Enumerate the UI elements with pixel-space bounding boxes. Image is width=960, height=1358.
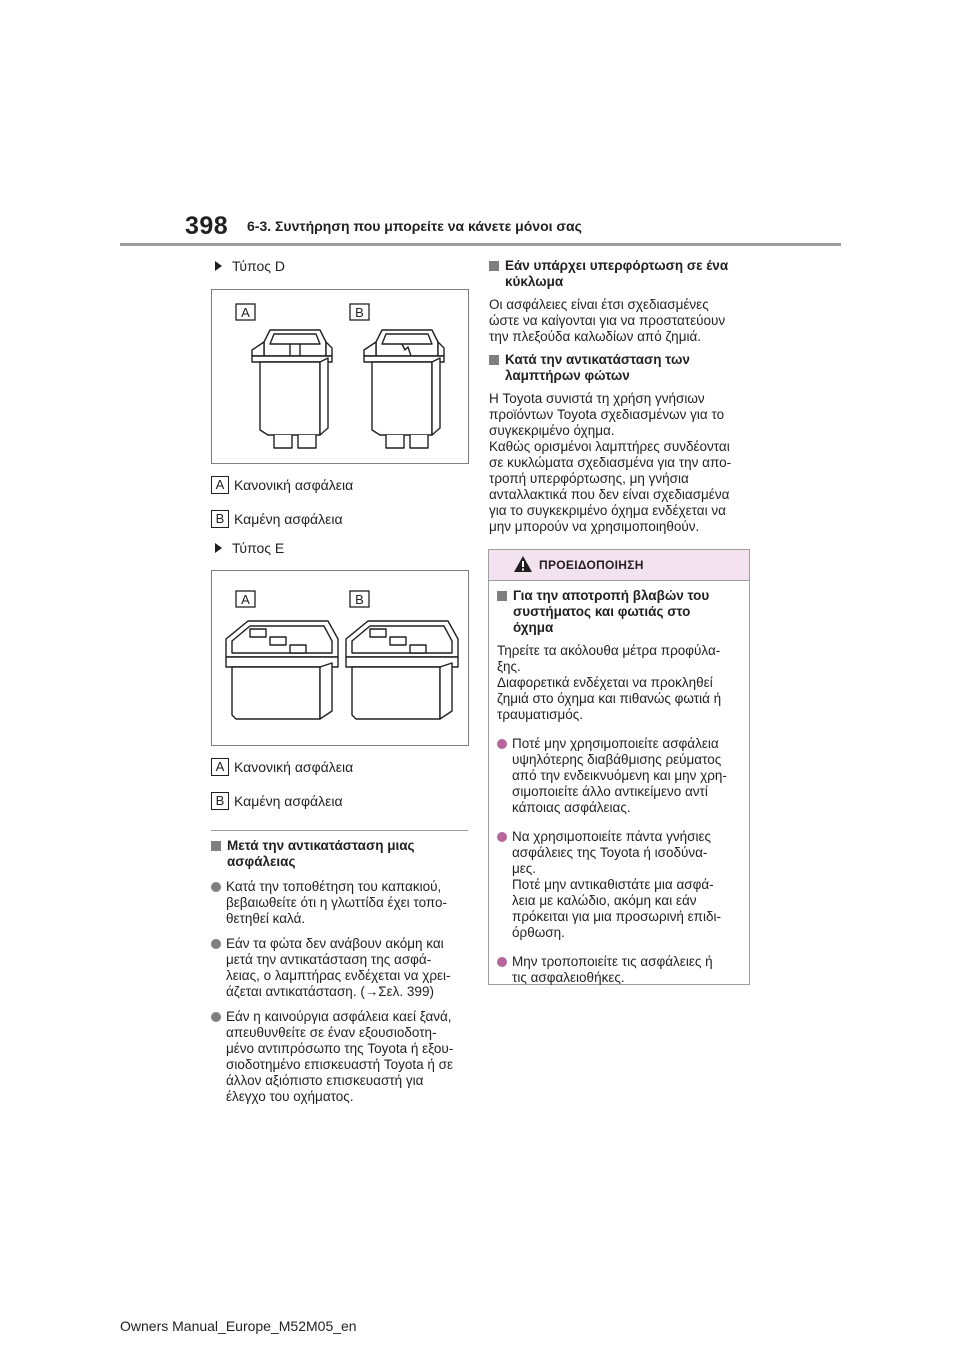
warning-content [497, 588, 745, 986]
label-b-box: B [211, 792, 229, 810]
page-number: 398 [185, 212, 229, 240]
warning-title: ΠΡΟΕΙΔΟΠΟΙΗΣΗ [539, 558, 644, 572]
blown-fuse-d-drawing [364, 330, 444, 448]
type-d-caption-b: B Καμένη ασφάλεια [211, 510, 343, 528]
after-replacement-section [211, 838, 471, 1105]
after-replacement-bullet-3: Εάν η καινούργια ασφάλεια καεί ξανά, απευθυνθείτε σε έναν εξουσιοδοτη- μένο αντιπρόσωπο της Toyota ή εξου- σιοδοτημένο επισκευαστή Toyota ή σε άλλον αξιόπιστο επισκευαστή για έλεγχο του οχήματος. [211, 1009, 471, 1105]
type-d-fuse-illustration [212, 290, 468, 463]
type-e-caption-b: B Καμένη ασφάλεια [211, 792, 343, 810]
overload-text: Οι ασφάλειες είναι έτσι σχεδιασμένες ώστε να καίγονται για να προστατεύουν την πλεξούδα καλωδίων από ζημιά. [489, 297, 726, 344]
figure-label-a: A [241, 592, 250, 607]
after-replacement-bullet-2: Εάν τα φώτα δεν ανάβουν ακόμη και μετά την αντικατάσταση της ασφά- λειας, ο λαμπτήρας ενδέχεται να χρει- άζεται αντικατάσταση. (→Σελ. 399) [211, 936, 471, 1000]
type-e-heading: Τύπος E [215, 540, 284, 556]
lamp-replacement-heading: Κατά την αντικατάσταση των λαμπτήρων φώτων [489, 352, 754, 384]
warning-header [489, 550, 749, 581]
normal-fuse-e-drawing [226, 621, 338, 719]
label-a-box: A [211, 476, 229, 494]
type-e-fuse-illustration [212, 571, 468, 745]
warning-box [488, 549, 750, 985]
warning-bullet-2: Να χρησιμοποιείτε πάντα γνήσιες ασφάλειες της Toyota ή ισοδύνα- μες. Ποτέ μην αντικαθιστάτε μια ασφά- λεια με καλώδιο, ακόμη και εάν πρόκειται για μια προσωρινή επιδι- όρθωση. [497, 829, 745, 941]
chapter-title: 6-3. Συντήρηση που μπορείτε να κάνετε μόνοι σας [247, 218, 582, 234]
circle-bullet-icon [211, 882, 221, 892]
circle-bullet-icon [497, 739, 507, 749]
overload-heading: Εάν υπάρχει υπερφόρτωση σε ένα κύκλωμα [489, 258, 754, 290]
circle-bullet-icon [211, 939, 221, 949]
warning-triangle-icon [513, 555, 533, 573]
warning-bullet-3: Μην τροποποιείτε τις ασφάλειες ή τις ασφαλειοθήκες. [497, 954, 745, 986]
after-replacement-heading: Μετά την αντικατάσταση μιας ασφάλειας [211, 838, 471, 870]
type-e-caption-a: A Κανονική ασφάλεια [211, 758, 353, 776]
normal-fuse-d-drawing [252, 330, 332, 448]
header-rule [120, 243, 841, 246]
after-replacement-bullet-1: Κατά την τοποθέτηση του καπακιού, βεβαιωθείτε ότι η γλωττίδα έχει τοπο- θετηθεί καλά. [211, 879, 471, 927]
circle-bullet-icon [497, 832, 507, 842]
warning-heading: Για την αποτροπή βλαβών του συστήματος και φωτιάς στο όχημα [497, 588, 745, 636]
square-bullet-icon [211, 841, 221, 851]
label-b-box: B [211, 510, 229, 528]
type-d-figure [211, 289, 469, 464]
blown-fuse-e-drawing [346, 621, 458, 719]
section-divider [211, 830, 468, 831]
triangle-bullet-icon [215, 261, 222, 271]
page-reference-link[interactable]: άζεται αντικατάσταση. (→Σελ. 399) [226, 984, 434, 999]
triangle-bullet-icon [215, 543, 222, 553]
lamp-replacement-text: Η Toyota συνιστά τη χρήση γνήσιων προϊόντων Toyota σχεδιασμένων για το συγκεκριμένο όχημα. Καθώς ορισμένοι λαμπτήρες συνδέονται σε κυκλώματα σχεδιασμένα για την απο- τροπή υπερφόρτωσης, μη γνήσια ανταλλακτικά που δεν είναι σχεδιασμένα για το συγκεκριμένο όχημα ενδέχεται να μην μπορούν να χρησιμοποιηθούν. [489, 391, 732, 534]
figure-label-b: B [355, 592, 364, 607]
warning-intro: Τηρείτε τα ακόλουθα μέτρα προφύλα- ξης. Διαφορετικά ενδέχεται να προκληθεί ζημιά στο όχημα και πιθανώς φωτιά ή τραυματισμός. [497, 643, 722, 722]
lamp-replacement-section [489, 352, 754, 535]
type-e-figure [211, 570, 469, 746]
overload-section [489, 258, 754, 345]
type-d-caption-a: A Κανονική ασφάλεια [211, 476, 353, 494]
type-d-heading: Τύπος D [215, 258, 285, 274]
square-bullet-icon [497, 591, 507, 601]
footer-manual-id: Owners Manual_Europe_M52M05_en [120, 1318, 357, 1334]
figure-label-b: B [355, 305, 364, 320]
square-bullet-icon [489, 261, 499, 271]
label-a-box: A [211, 758, 229, 776]
circle-bullet-icon [497, 957, 507, 967]
warning-bullet-1: Ποτέ μην χρησιμοποιείτε ασφάλεια υψηλότερης διαβάθμισης ρεύματος από την ενδεικνυόμενη και μην χρη- σιμοποιείτε άλλο αντικείμενο αντί κάποιας ασφάλειας. [497, 736, 745, 816]
circle-bullet-icon [211, 1012, 221, 1022]
figure-label-a: A [241, 305, 250, 320]
square-bullet-icon [489, 355, 499, 365]
